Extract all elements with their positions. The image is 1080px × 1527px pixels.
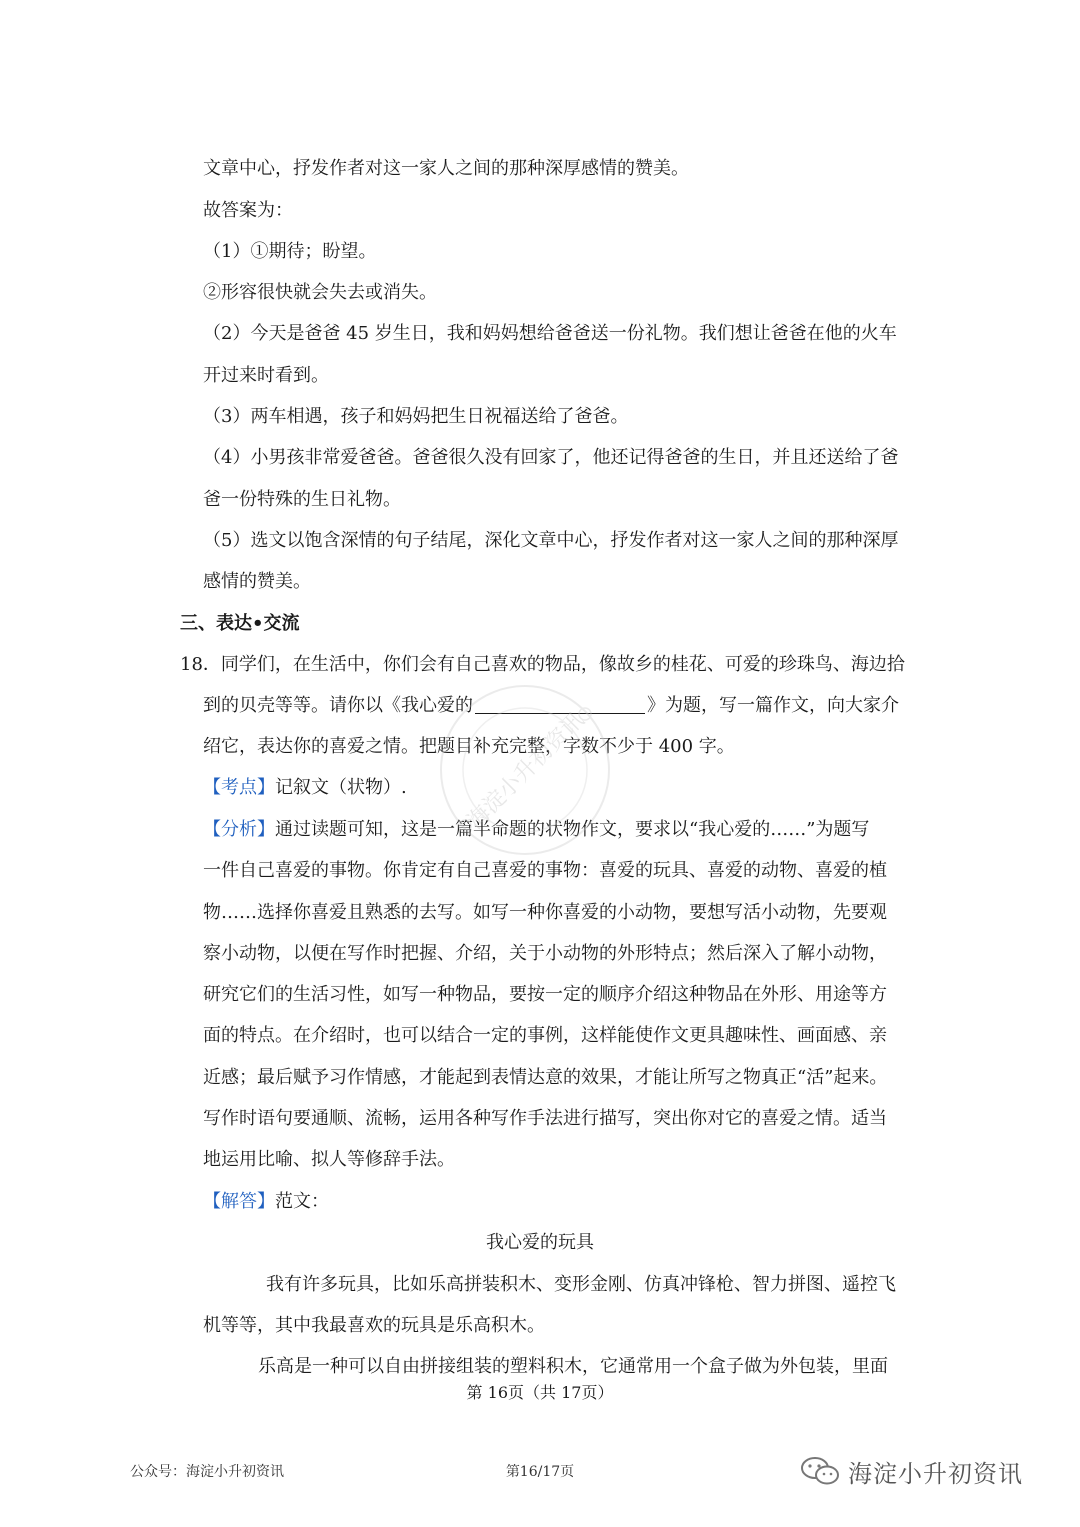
text-line: 故答案为：: [203, 200, 293, 221]
brand-name: 海淀小升初资讯: [848, 1459, 1023, 1488]
essay-paragraph: 乐高是一种可以自由拼接组装的塑料积木，它通常用一个盒子做为外包装，里面: [258, 1356, 888, 1377]
answer-1: （1）①期待；盼望。: [203, 241, 377, 262]
question-text: 》为题，写一篇作文，向大家介: [647, 695, 899, 716]
jieda-text: 范文：: [275, 1191, 329, 1212]
fenxi-line: 地运用比喻、拟人等修辞手法。: [203, 1149, 455, 1170]
question-18-line3: 绍它，表达你的喜爱之情。把题目补充完整，字数不少于 400 字。: [203, 736, 735, 757]
answer-4-cont: 爸一份特殊的生日礼物。: [203, 489, 401, 510]
wechat-brand: [800, 1454, 1023, 1488]
kaodian-line: [203, 775, 407, 801]
page-number: 第 16页（共 17页）: [466, 1383, 614, 1402]
fenxi-tag: 【分析】: [203, 819, 275, 840]
jieda-tag: 【解答】: [203, 1191, 275, 1212]
answer-4: （4）小男孩非常爱爸爸。爸爸很久没有回家了，他还记得爸爸的生日，并且还送给了爸: [203, 447, 899, 468]
essay-paragraph: 我有许多玩具，比如乐高拼装积木、变形金刚、仿真冲锋枪、智力拼图、遥控飞: [266, 1274, 896, 1295]
watermark-seal: [435, 680, 615, 860]
fenxi-line: 面的特点。在介绍时，也可以结合一定的事例，这样能使作文更具趣味性、画面感、亲: [203, 1025, 887, 1046]
footer-account: 公众号：海淀小升初资讯: [130, 1464, 284, 1480]
answer-2-cont: 开过来时看到。: [203, 365, 329, 386]
essay-paragraph: 机等等，其中我最喜欢的玩具是乐高积木。: [203, 1315, 545, 1336]
fenxi-line: 近感；最后赋予习作情感，才能起到表情达意的效果，才能让所写之物真正“活”起来。: [203, 1067, 888, 1088]
fenxi-line: 研究它们的生活习性，如写一种物品，要按一定的顺序介绍这种物品在外形、用途等方: [203, 984, 887, 1005]
fenxi-line: 物……选择你喜爱且熟悉的去写。如写一种你喜爱的小动物，要想写活小动物，先要观: [203, 902, 887, 923]
answer-3: （3）两车相遇，孩子和妈妈把生日祝福送给了爸爸。: [203, 406, 629, 427]
fenxi-line: 写作时语句要通顺、流畅，运用各种写作手法进行描写，突出你对它的喜爱之情。适当: [203, 1108, 887, 1129]
question-18: 18．同学们，在生活中，你们会有自己喜欢的物品，像故乡的桂花、可爱的珍珠鸟、海边拾: [180, 654, 905, 675]
question-text: 到的贝壳等等。请你以《我心爱的: [203, 695, 473, 716]
section-heading: 三、表达•交流: [180, 613, 300, 634]
fenxi-line: 察小动物，以便在写作时把握、介绍，关于小动物的外形特点；然后深入了解小动物，: [203, 943, 887, 964]
answer-5: （5）选文以饱含深情的句子结尾，深化文章中心，抒发作者对这一家人之间的那种深厚: [203, 530, 899, 551]
answer-1-2: ②形容很快就会失去或消失。: [203, 282, 437, 303]
answer-5-cont: 感情的赞美。: [203, 571, 311, 592]
fenxi-line: 一件自己喜爱的事物。你肯定有自己喜爱的事物：喜爱的玩具、喜爱的动物、喜爱的植: [203, 860, 887, 881]
fenxi-text: 通过读题可知，这是一篇半命题的状物作文，要求以“我心爱的……”为题写: [275, 819, 870, 840]
watermark-text: 海淀小升初资讯: [462, 707, 590, 835]
kaodian-tag: 【考点】: [203, 777, 275, 798]
wechat-icon: [800, 1455, 840, 1487]
jieda-line: [203, 1189, 329, 1215]
footer-page: 第16/17页: [505, 1464, 575, 1480]
answer-2: （2）今天是爸爸 45 岁生日，我和妈妈想给爸爸送一份礼物。我们想让爸爸在他的火车: [203, 323, 897, 344]
essay-title: 我心爱的玩具: [486, 1232, 594, 1253]
text-line: 文章中心，抒发作者对这一家人之间的那种深厚感情的赞美。: [203, 158, 689, 179]
kaodian-text: 记叙文（状物）.: [275, 777, 407, 798]
